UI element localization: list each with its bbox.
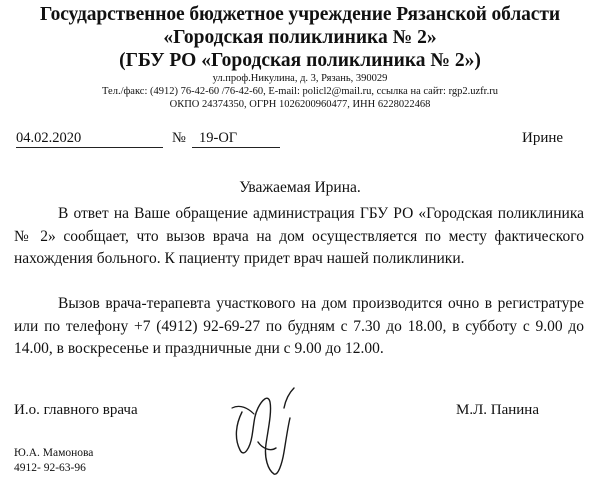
number-sign: № [172,130,186,146]
executor-name: Ю.А. Мамонова [14,447,94,459]
signer-name: М.Л. Панина [456,402,539,418]
greeting: Уважаемая Ирина. [239,179,361,196]
org-short-name: (ГБУ РО «Городская поликлиника № 2») [119,50,481,71]
addressee: Ирине [522,130,564,146]
executor-info [14,446,93,476]
handwritten-signature [228,378,300,478]
org-name-line2: «Городская поликлиника № 2» [163,27,437,48]
date-underline [16,147,163,148]
paragraph-2: Вызов врача-терапевта участкового на дом производится очно в регистратуре или по телефону +7 (4912) 92-69-27 по будням с 7.30 до 18.00, в субботу с 9.00 до 14.00, в воскресенье и праздничные дни с 9.00 до 12.00. [14,295,584,357]
org-requisites: ОКПО 24374350, ОГРН 1026200960477, ИНН 6228022468 [169,99,431,110]
signer-position: И.о. главного врача [14,402,138,418]
registration-number: 19-ОГ [199,130,238,146]
number-underline [192,147,280,148]
paragraph-1: В ответ на Ваше обращение администрация ГБУ РО «Городская поликлиника № 2» сообщает, что вызов врача на дом осуществляется по месту фактического нахождения больного. К пациенту придет врач нашей поликлиники. [14,205,584,267]
org-contacts: Тел./факс: (4912) 76-42-60 /76-42-60, E-mail: policl2@mail.ru, ссылка на сайт: rgp2.uzfr.ru [102,86,498,97]
org-address: ул.проф.Никулина, д. 3, Рязань, 390029 [212,73,388,84]
org-name-line1: Государственное бюджетное учреждение Рязанской области [40,4,560,25]
registration-date: 04.02.2020 [16,130,82,146]
executor-phone: 4912- 92-63-96 [14,462,86,474]
